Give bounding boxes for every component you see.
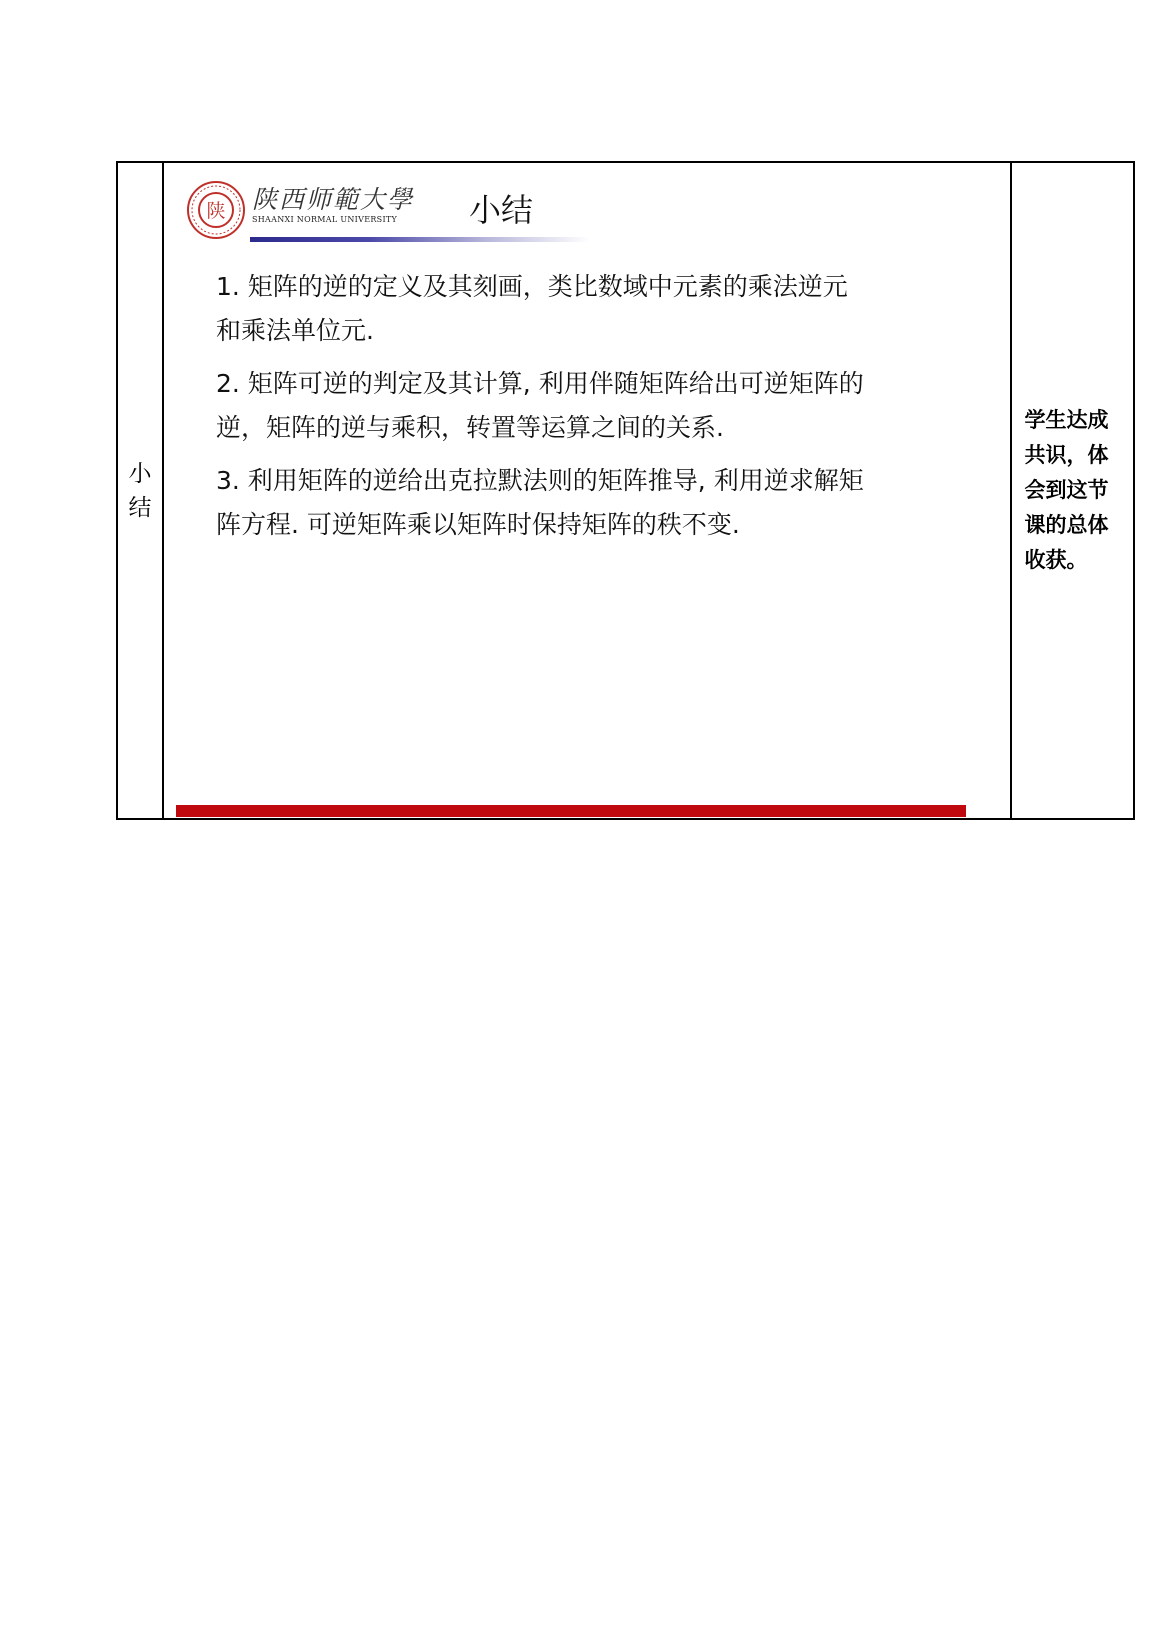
summary-points bbox=[216, 265, 866, 556]
summary-point-3: 3. 利用矩阵的逆给出克拉默法则的矩阵推导, 利用逆求解矩阵方程. 可逆矩阵乘以矩阵时保持矩阵的秩不变. bbox=[216, 466, 864, 539]
slide-cell bbox=[163, 162, 1011, 819]
university-name-cn: 陕西师範大學 bbox=[252, 185, 415, 214]
seal-char: 陕 bbox=[206, 200, 226, 222]
section-label-cell bbox=[117, 162, 163, 819]
lesson-plan-table bbox=[116, 161, 1135, 820]
university-name-en: SHAANXI NORMAL UNIVERSITY bbox=[252, 215, 398, 224]
table-row bbox=[117, 162, 1134, 819]
slide-title: 小结 bbox=[469, 191, 534, 229]
summary-point-1: 1. 矩阵的逆的定义及其刻画，类比数域中元素的乘法逆元和乘法单位元. bbox=[216, 272, 848, 345]
university-seal-icon bbox=[186, 180, 246, 240]
section-label: 小结 bbox=[128, 460, 152, 521]
summary-slide bbox=[164, 163, 1008, 818]
footer-red-bar bbox=[176, 805, 966, 817]
summary-point-2: 2. 矩阵可逆的判定及其计算, 利用伴随矩阵给出可逆矩阵的逆，矩阵的逆与乘积，转置等运算之间的关系. bbox=[216, 369, 864, 442]
note-cell bbox=[1011, 162, 1134, 819]
teaching-note: 学生达成共识，体会到这节课的总体收获。 bbox=[1024, 408, 1109, 572]
title-underline bbox=[250, 237, 590, 242]
university-logo bbox=[252, 185, 422, 225]
